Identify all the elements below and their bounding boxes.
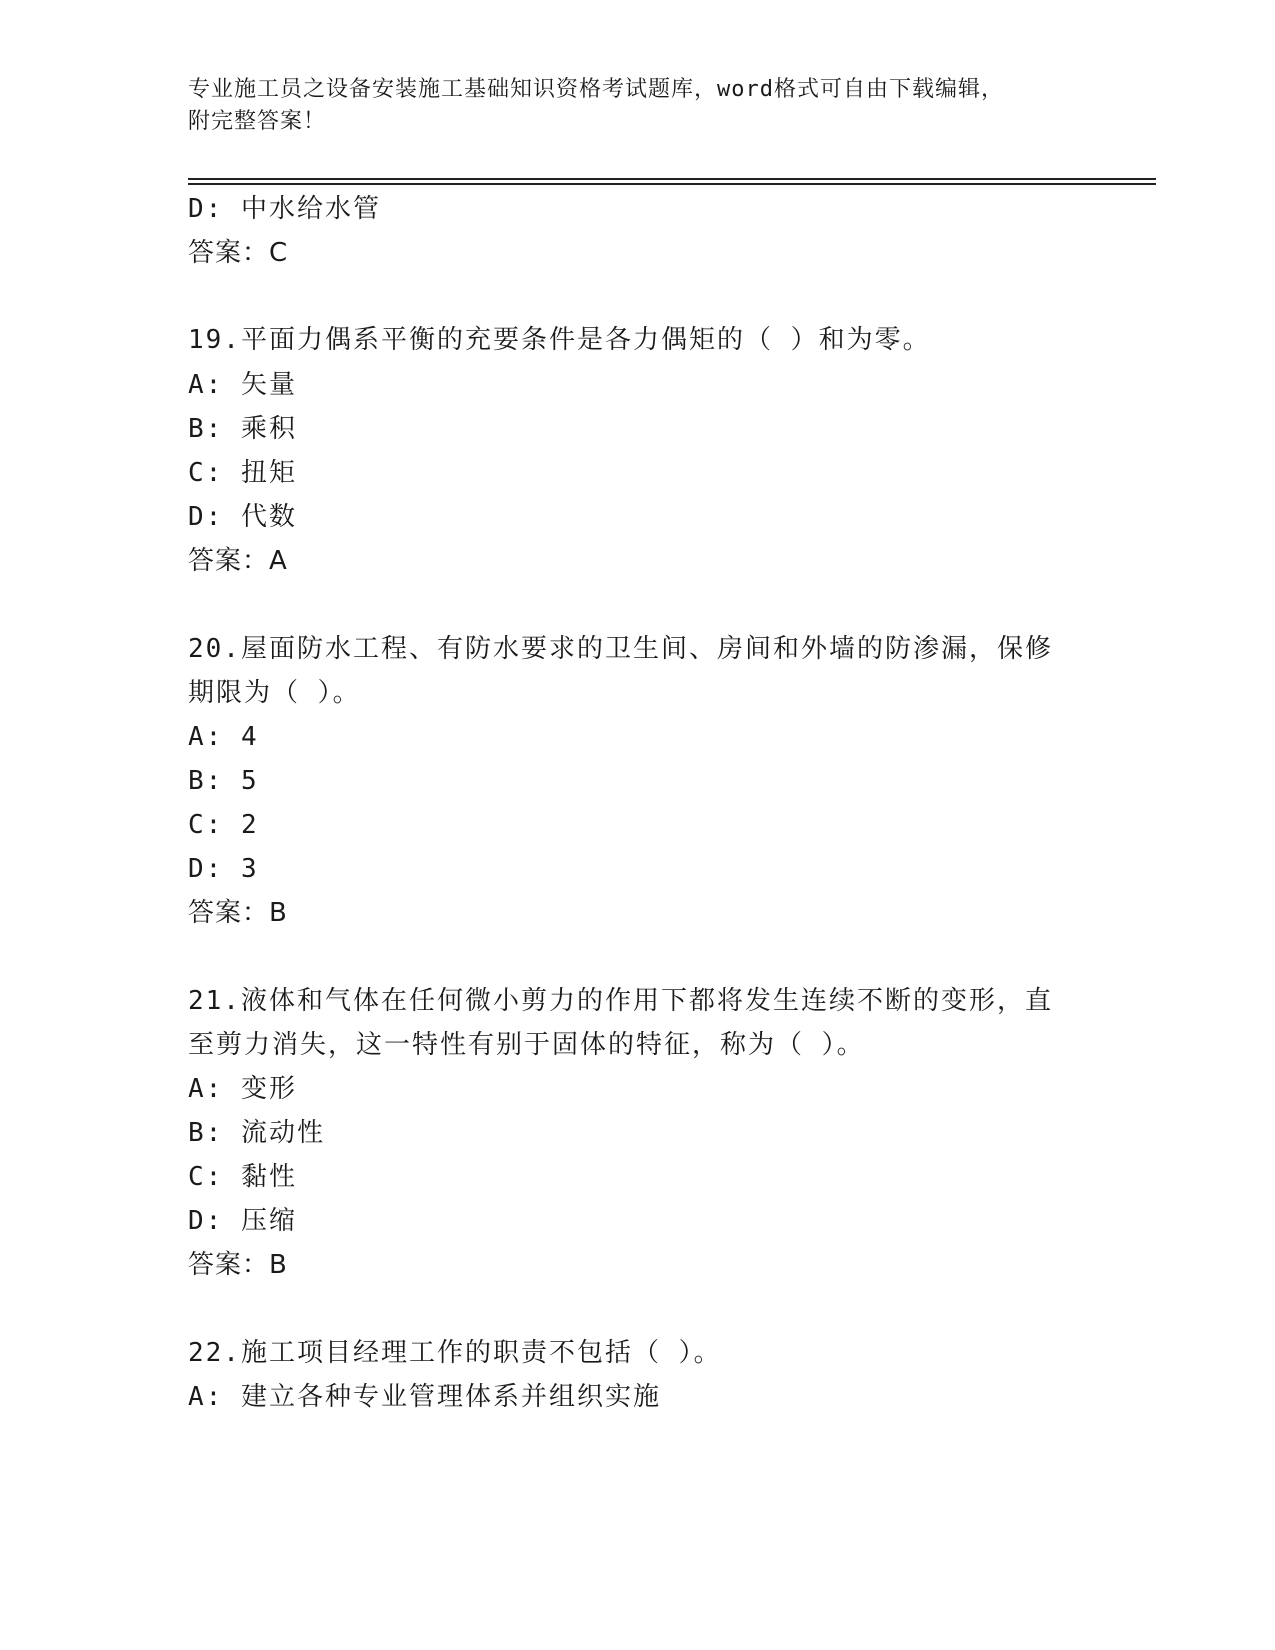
question-20-stem-line-1: 20.屋面防水工程、有防水要求的卫生间、房间和外墙的防渗漏，保修 (188, 634, 1053, 664)
question-20-option-b: B: 5 (188, 766, 259, 796)
header-divider-top (188, 178, 1156, 180)
question-21-answer: 答案：B (188, 1250, 288, 1280)
question-22-option-a: A: 建立各种专业管理体系并组织实施 (188, 1382, 661, 1412)
question-20-answer: 答案：B (188, 898, 288, 928)
question-20-option-d: D: 3 (188, 854, 259, 884)
question-19-answer: 答案：A (188, 546, 288, 576)
question-21-option-a: A: 变形 (188, 1074, 297, 1104)
answer-line: 答案：C (188, 238, 289, 268)
question-19-option-a: A: 矢量 (188, 370, 297, 400)
question-22-stem: 22.施工项目经理工作的职责不包括（ ）。 (188, 1338, 722, 1368)
question-19-option-c: C: 扭矩 (188, 458, 297, 488)
question-21-option-d: D: 压缩 (188, 1206, 297, 1236)
header-divider-bottom (188, 183, 1156, 185)
question-21-stem-line-2: 至剪力消失，这一特性有别于固体的特征，称为（ ）。 (188, 1030, 865, 1060)
question-20-stem-line-2: 期限为（ ）。 (188, 678, 361, 708)
header-line-2: 附完整答案！ (188, 109, 327, 134)
question-19-option-d: D: 代数 (188, 502, 297, 532)
question-21-stem-line-1: 21.液体和气体在任何微小剪力的作用下都将发生连续不断的变形，直 (188, 986, 1053, 1016)
header-line-1: 专业施工员之设备安装施工基础知识资格考试题库，word格式可自由下载编辑， (188, 77, 1004, 102)
question-19-stem: 19.平面力偶系平衡的充要条件是各力偶矩的（ ）和为零。 (188, 325, 931, 355)
question-21-option-c: C: 黏性 (188, 1162, 297, 1192)
option-d: D: 中水给水管 (188, 194, 381, 224)
question-21-option-b: B: 流动性 (188, 1118, 325, 1148)
question-19-option-b: B: 乘积 (188, 414, 297, 444)
document-header (188, 74, 1088, 138)
question-20-option-c: C: 2 (188, 810, 259, 840)
question-20-option-a: A: 4 (188, 722, 259, 752)
